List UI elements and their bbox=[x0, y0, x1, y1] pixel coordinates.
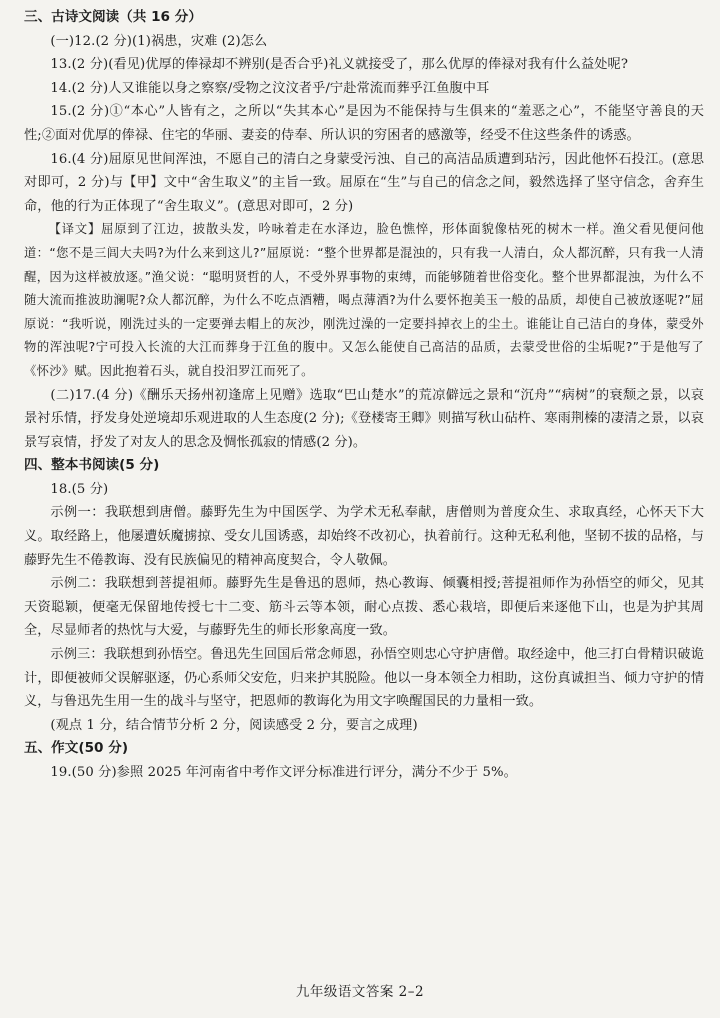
answer-12: (一)12.(2 分)(1)祸患，灾难 (2)怎么 bbox=[50, 33, 268, 49]
answer-15: 15.(2 分)①“本心”人皆有之，之所以“失其本心”是因为不能保持与生俱来的“羞恶之心”，不能坚守善良的天性;②面对优厚的俸禄、住宅的华丽、妻妾的侍奉、所认识的穷困者的感激等，经受不住这些条件的诱惑。 bbox=[24, 104, 704, 143]
answer-16: 16.(4 分)屈原见世间浑浊，不愿自己的清白之身蒙受污浊、自己的高洁品质遭到玷污，因此他怀石投江。(意思对即可，2 分)与【甲】文中“舍生取义”的主旨一致。屈原在“生”与自己的信念之间，毅然选择了坚守信念，舍弃生命，他的行为正体现了“舍生取义”。(意思对即可，2 分) bbox=[24, 151, 704, 214]
answer-13: 13.(2 分)(看见)优厚的俸禄却不辨别(是否合乎)礼义就接受了，那么优厚的俸禄对我有什么益处呢? bbox=[50, 57, 629, 73]
answer-19: 19.(50 分)参照 2025 年河南省中考作文评分标准进行评分，满分不少于 5%。 bbox=[50, 765, 517, 780]
answer-14: 14.(2 分)人又谁能以身之察察/受物之汶汶者乎/宁赴常流而葬乎江鱼腹中耳 bbox=[50, 80, 490, 96]
section-3-heading: 三、古诗文阅读（共 16 分） bbox=[24, 9, 202, 25]
answer-17: (二)17.(4 分)《酬乐天扬州初逢席上见赠》选取“巴山楚水”的荒凉僻远之景和“沉舟”“病树”的衰颓之景，以哀景衬乐情，抒发身处逆境却乐观进取的人生态度(2 分);《登楼寄王卿》则描写秋山砧杵、寒雨荆榛的凄清之景，以哀景写哀情，抒发了对友人的思念及惆怅孤寂的情感(2 分)。 bbox=[24, 387, 704, 450]
example-3: 示例三：我联想到孙悟空。鲁迅先生回国后常念师恩，孙悟空则忠心守护唐僧。取经途中，他三打白骨精识破诡计，即便被师父误解驱逐，仍心系师父安危，归来护其脱险。他以一身本领全力相助，这份真诚担当、倾力守护的情义，与鲁迅先生用一生的战斗与坚守，把恩师的教诲化为用文字唤醒国民的力量相一致。 bbox=[24, 647, 704, 710]
example-2: 示例二：我联想到菩提祖师。藤野先生是鲁迅的恩师，热心教诲、倾囊相授;菩提祖师作为孙悟空的师父，见其天资聪颖，便毫无保留地传授七十二变、筋斗云等本领，耐心点拨、悉心栽培，即便后来逐他下山，也是为护其周全，尽显师者的热忱与大爱，与藤野先生的师长形象高度一致。 bbox=[24, 576, 704, 639]
answer-18: 18.(5 分) bbox=[50, 481, 109, 497]
scoring-note: (观点 1 分，结合情节分析 2 分，阅读感受 2 分，要言之成理) bbox=[50, 717, 418, 733]
section-4-heading: 四、整本书阅读(5 分) bbox=[24, 457, 160, 474]
translation-tag: 【译文】 bbox=[48, 222, 102, 237]
section-5-heading: 五、作文(50 分) bbox=[24, 740, 129, 757]
example-1: 示例一：我联想到唐僧。藤野先生为中国医学、为学术无私奉献，唐僧则为普度众生、求取真经，心怀天下大义。取经路上，他屡遭妖魔掳掠、受女儿国诱惑，却始终不改初心，执着前行。这种无私利他，坚韧不拔的品格，与藤野先生不倦教诲、没有民族偏见的精神高度契合，令人敬佩。 bbox=[24, 505, 704, 568]
page-footer: 九年级语文答案 2–2 bbox=[295, 984, 425, 1000]
translation-paragraph bbox=[24, 218, 704, 383]
translation-text: 屈原到了江边，披散头发，吟咏着走在水泽边，脸色憔悴，形体面貌像枯死的树木一样。渔父看见便问他道：“您不是三闾大夫吗?为什么来到这儿?”屈原说：“整个世界都是混浊的，只有我一人清白，众人都沉醉，只有我一人清醒，因为这样被放逐。”渔父说：“聪明贤哲的人，不受外界事物的束缚，而能够随着世俗变化。整个世界都混浊，为什么不随大流而推波助澜呢?众人都沉醉，为什么不吃点酒糟，喝点薄酒?为什么要怀抱美玉一般的品质，却使自己被放逐呢?”屈原说：“我听说，刚洗过头的一定要弹去帽上的灰沙，刚洗过澡的一定要抖掉衣上的尘土。谁能让自己洁白的身体，蒙受外物的浑浊呢?宁可投入长流的大江而葬身于江鱼的腹中。又怎么能使自己高洁的品质，去蒙受世俗的尘垢呢?”于是他写了《怀沙》赋。因此抱着石头，就自投汨罗江而死了。 bbox=[24, 222, 704, 378]
